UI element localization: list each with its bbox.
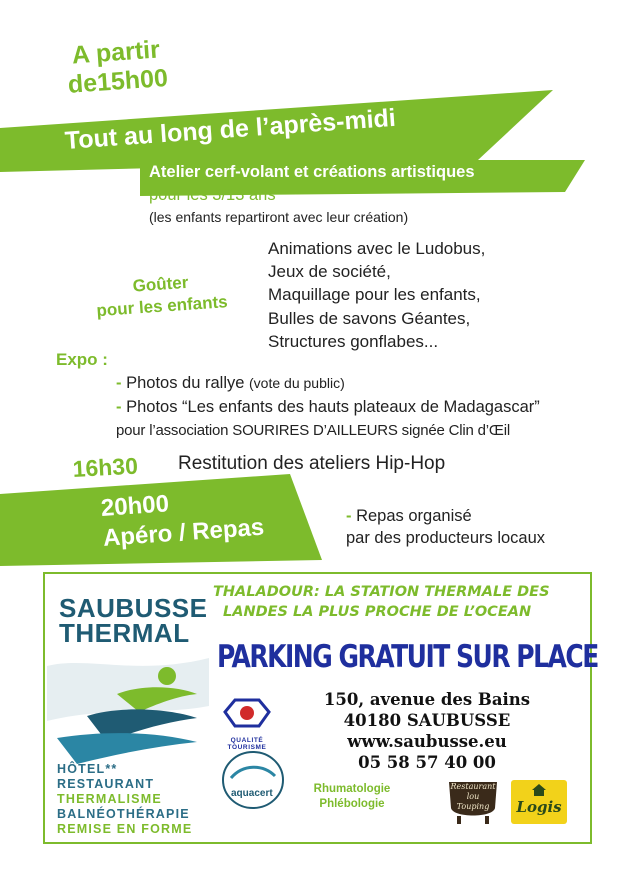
specialty-1: Rhumatologie — [313, 783, 391, 795]
evening-desc-1: Repas organisé — [356, 507, 472, 525]
activities-list — [268, 237, 485, 353]
logo-sub-line: REMISE EN FORME — [57, 822, 193, 836]
ad-phone: 05 58 57 40 00 — [358, 753, 496, 772]
start-time-heading — [65, 35, 169, 100]
expo-dash: - — [116, 374, 122, 392]
evening-title: Apéro / Repas — [102, 513, 266, 552]
expo-item-1-main: Photos du rallye — [126, 374, 245, 392]
evening-time: 20h00 — [100, 490, 170, 522]
kite-workshop-note: (les enfants repartiront avec leur création) — [149, 209, 409, 225]
expo-dash: - — [116, 398, 122, 416]
logo-subtitle — [57, 762, 209, 837]
afternoon-banner-text: Tout au long de l’après-midi — [64, 103, 397, 155]
activity-item: Jeux de société, — [268, 262, 391, 282]
logo-sub-line: HÔTEL** RESTAURANT — [57, 762, 155, 791]
aquacert-logo — [217, 750, 289, 822]
ad-slogan — [213, 582, 550, 622]
evening-desc-line-1 — [346, 505, 545, 527]
expo-item-2-name: SOURIRES D’AILLEURS — [232, 422, 398, 439]
slogan-line-1: THALADOUR: LA STATION THERMALE DES — [213, 584, 550, 600]
expo-item-1-note: (vote du public) — [249, 375, 345, 391]
activity-item: Bulles de savons Géantes, — [268, 308, 471, 328]
evening-desc-2: par des producteurs locaux — [346, 529, 546, 547]
expo-item-1 — [116, 374, 345, 393]
ad-address-2: 40180 SAUBUSSE — [343, 711, 511, 730]
specialty-2: Phlébologie — [319, 798, 385, 810]
ad-contact — [307, 689, 547, 773]
ad-specialties — [297, 782, 407, 812]
kite-workshop-title: Atelier cerf-volant et créations artistiques — [149, 163, 475, 181]
snack-line-2: pour les enfants — [95, 292, 229, 321]
restaurant-name — [445, 782, 501, 812]
evening-dash: - — [346, 507, 352, 525]
restaurant-line-1: Restaurant — [450, 782, 496, 791]
parking-heading: PARKING GRATUIT SUR PLACE — [217, 638, 598, 675]
restaurant-line-2: lou — [466, 792, 480, 801]
saubusse-thermal-ad — [43, 572, 598, 844]
activity-item: Animations avec le Ludobus, — [268, 239, 486, 258]
hiphop-time: 16h30 — [72, 452, 139, 482]
expo-item-2 — [116, 398, 540, 417]
logo-line-2: THERMAL — [59, 618, 190, 648]
expo-item-2-post: signée Clin d’Œil — [401, 422, 510, 439]
snack-line-1: Goûter — [132, 272, 189, 296]
hiphop-text: Restitution des ateliers Hip-Hop — [178, 453, 446, 474]
aquacert-label: aquacert — [231, 788, 273, 799]
expo-item-2-text: Photos “Les enfants des hauts plateaux de Madagascar” — [126, 398, 540, 416]
kite-workshop-age: pour les 3/13 ans — [149, 186, 276, 204]
expo-label: Expo : — [56, 350, 108, 369]
qualite-q-icon — [217, 694, 277, 732]
ad-address-1: 150, avenue des Bains — [323, 690, 531, 709]
logo-sub-line: THERMALISME — [57, 792, 162, 806]
activity-item: Maquillage pour les enfants, — [268, 285, 481, 305]
aquacert-circle-icon — [217, 750, 289, 810]
restaurant-logo — [445, 774, 501, 826]
slogan-line-2: LANDES LA PLUS PROCHE DE L’OCEAN — [223, 604, 532, 620]
logo-line-1: SAUBUSSE — [59, 593, 208, 623]
qualite-tourisme-logo — [217, 694, 277, 751]
start-line-2: de15h00 — [67, 63, 169, 99]
logo-title — [59, 593, 208, 648]
logo-wave-graphic — [47, 646, 209, 776]
activity-item: Structures gonflabes... — [268, 331, 439, 351]
saubusse-logo — [47, 576, 209, 838]
qualite-label: QUALITÉ TOURISME — [227, 737, 267, 751]
logo-sub-line: BALNÉOTHÉRAPIE — [57, 807, 190, 821]
ad-website: www.saubusse.eu — [347, 732, 507, 751]
restaurant-line-3: Touping — [456, 802, 490, 811]
evening-description — [346, 505, 545, 549]
start-line-1: A partir — [70, 35, 161, 70]
expo-item-2-pre: pour l’association — [116, 422, 229, 439]
logis-label: Logis — [516, 798, 562, 816]
logis-logo — [511, 780, 567, 824]
logis-house-icon — [531, 783, 547, 797]
expo-item-2-line-2 — [116, 422, 510, 439]
evening-banner-text — [100, 483, 265, 554]
